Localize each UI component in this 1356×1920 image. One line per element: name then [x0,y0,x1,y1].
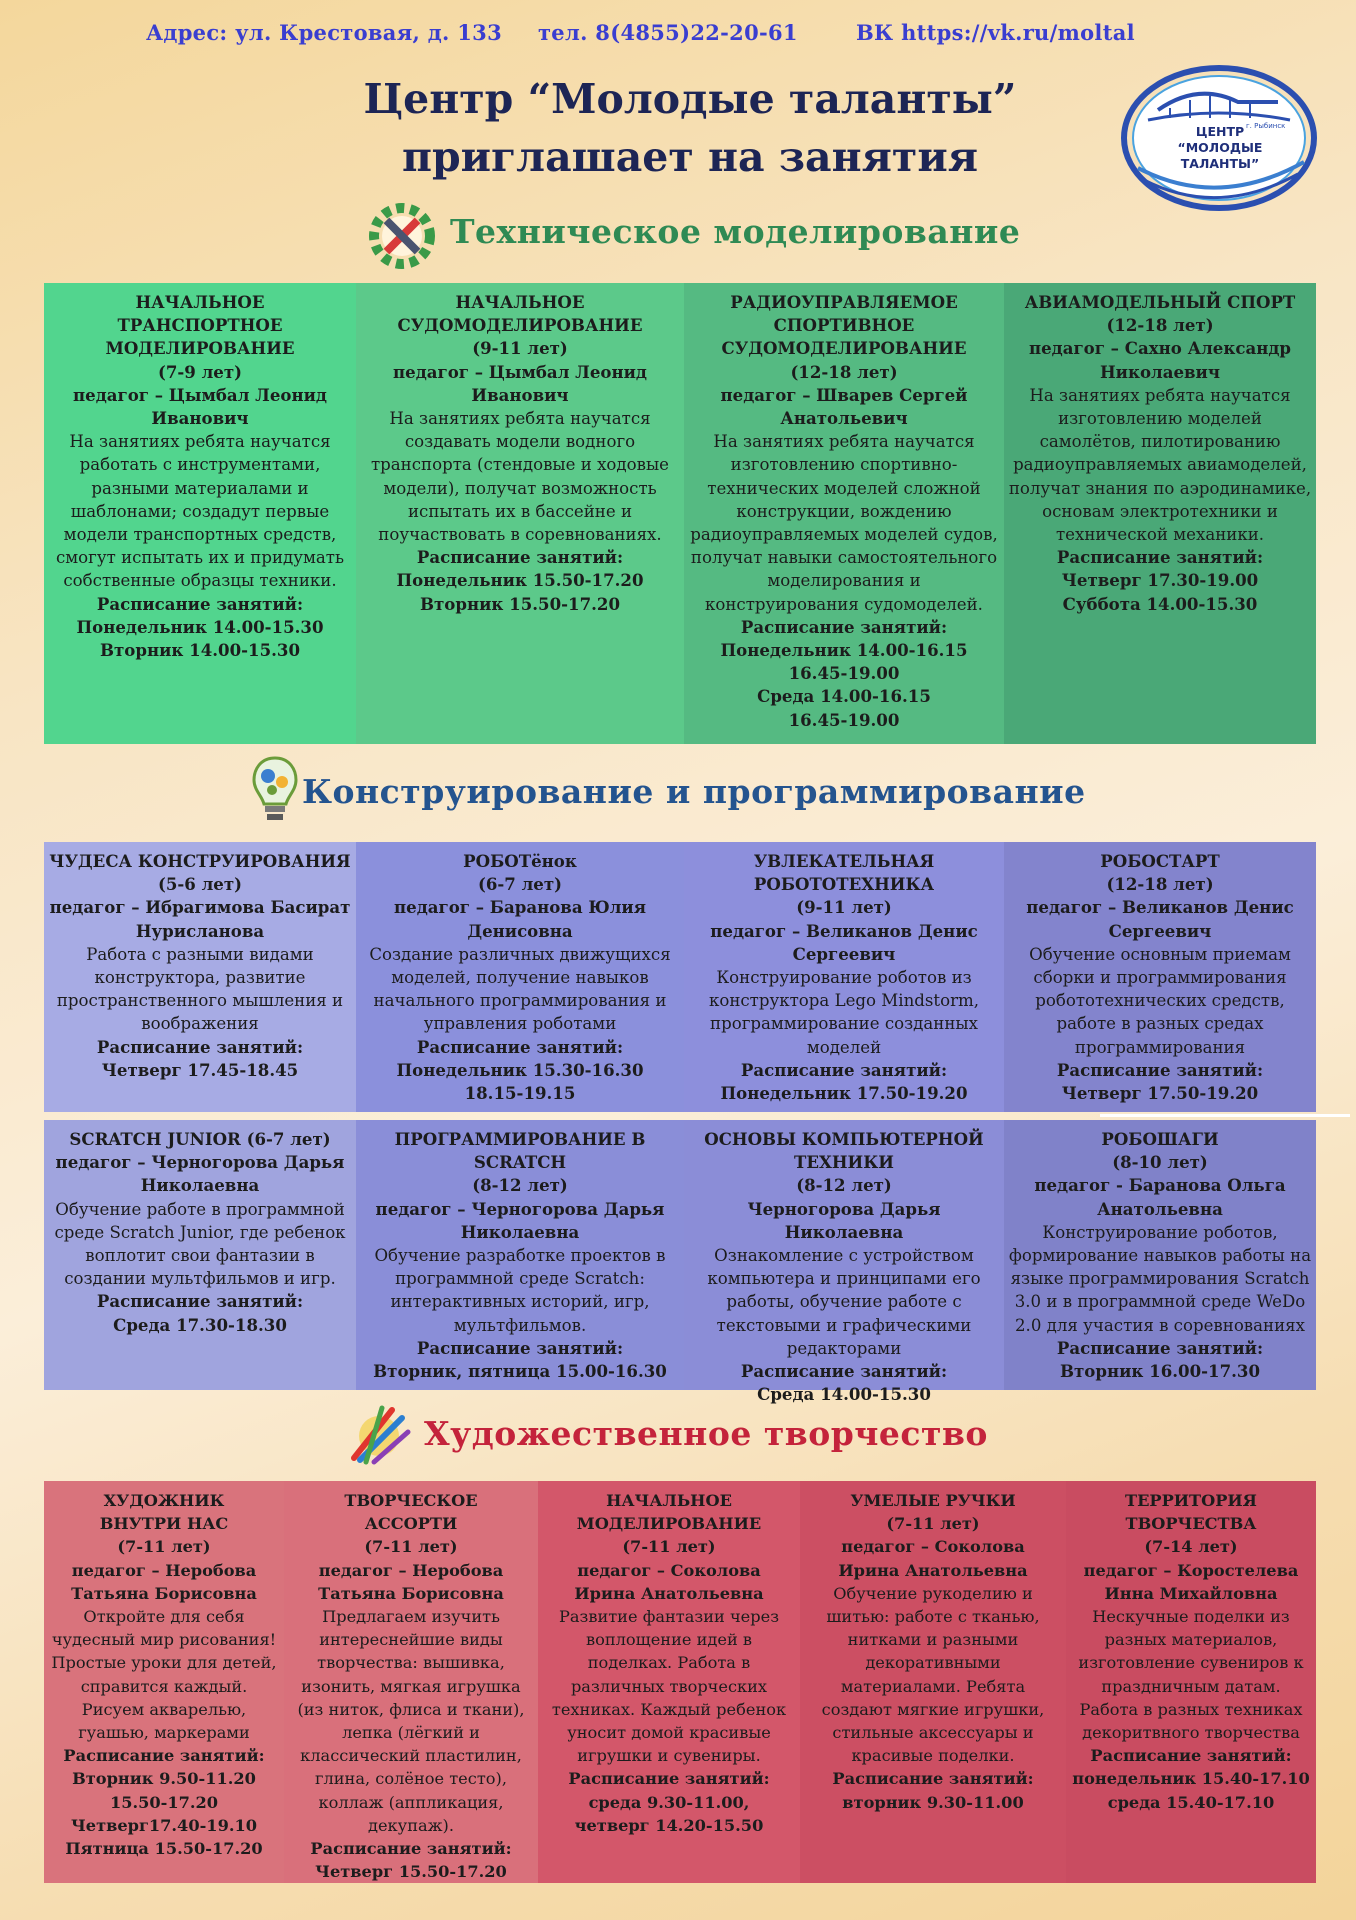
course-heading: РОБОСТАРТ (12-18 лет) педагог – Великанов Денис Сергеевич [1026,851,1294,941]
course-schedule: Расписание занятий: Понедельник 15.30-16.30 18.15-19.15 [396,1036,644,1104]
course-description: На занятиях ребята научатся изготовлению моделей самолётов, пилотированию радиоуправляемых авиамоделей, получат знания по аэродинамике, основам электротехники и технической механики. [1008,385,1312,545]
course-card-creativity-territory[interactable] [1066,1481,1316,1883]
course-heading: УМЕЛЫЕ РУЧКИ (7-11 лет) педагог – Соколова Ирина Анатольевна [838,1491,1028,1580]
course-schedule: Расписание занятий: Четверг 17.30-19.00 Суббота 14.00-15.30 [1056,547,1264,614]
course-schedule: Расписание занятий: Вторник 9.50-11.20 15.50-17.20 Четверг17.40-19.10 Пятница 15.50-17.20 [63,1746,265,1859]
row-divider [1100,1114,1350,1117]
course-schedule: Расписание занятий: Четверг 17.50-19.20 [1056,1059,1264,1104]
course-schedule: Расписание занятий: понедельник 15.40-17.10 среда 15.40-17.10 [1072,1746,1310,1812]
course-schedule: Расписание занятий: среда 9.30-11.00, четверг 14.20-15.50 [568,1769,770,1835]
course-schedule: Расписание занятий: Понедельник 14.00-16.15 16.45-19.00 Среда 14.00-16.15 16.45-19.00 [720,616,968,730]
course-card-creative-assorti[interactable] [284,1481,538,1883]
course-card-transport-modeling[interactable] [44,283,356,744]
course-heading: ПРОГРАММИРОВАНИЕ В SCRATCH (8-12 лет) педагог – Черногорова Дарья Николаевна [375,1129,665,1242]
course-schedule: Расписание занятий: Вторник 16.00-17.30 [1056,1337,1264,1382]
course-card-computer-basics[interactable] [684,1120,1004,1405]
course-description: Обучение работе в программной среде Scratch Junior, где ребенок воплотит свои фантазии в создании мультфильмов и игр. [54,1199,346,1289]
course-card-artist-within[interactable] [44,1481,284,1883]
course-description: На занятиях ребята научатся изготовлению спортивно-технических моделей сложной конструкции, вождению радиоуправляемых моделей судов, получат навыки самостоятельного моделирования и конструирования судомоделей. [690,432,998,614]
course-description: На занятиях ребята научатся создавать модели водного транспорта (стендовые и ходовые модели), получат возможность испытать их в бассейне и поучаствовать в соревнованиях. [370,409,669,545]
course-description: Откройте для себя чудесный мир рисования! Простые уроки для детей, справится каждый. Рисуем акварелью, гуашью, маркерами [51,1607,277,1743]
course-description: Ознакомление с устройством компьютера и принципами его работы, обучение работе с текстовыми и графическими редакторами [707,1246,981,1358]
course-description: Нескучные поделки из разных материалов, изготовление сувениров к праздничным датам. Работа в разных техниках декоритвного творчества [1078,1607,1304,1743]
course-card-construction-wonders[interactable] [44,842,356,1112]
section-title-construct: Конструирование и программирование [302,772,1086,811]
course-heading: SCRATCH JUNIOR (6-7 лет) педагог – Черногорова Дарья Николаевна [55,1129,345,1196]
course-schedule: Расписание занятий: Четверг 15.50-17.20 [310,1839,512,1882]
course-schedule: Расписание занятий: Среда 14.00-15.30 [740,1361,948,1405]
course-card-robotenok[interactable] [356,842,684,1112]
course-card-scratch-programming[interactable] [356,1120,684,1390]
course-card-initial-modeling[interactable] [538,1481,800,1883]
technical-row [44,283,1316,744]
course-schedule: Расписание занятий: Среда 17.30-18.30 [96,1291,304,1335]
lightbulb-gears-icon [248,752,302,826]
course-card-ship-modeling[interactable] [356,283,684,744]
course-heading: ОСНОВЫ КОМПЬЮТЕРНОЙ ТЕХНИКИ (8-12 лет) Черногорова Дарья Николаевна [704,1129,984,1242]
logo-line-3: ТАЛАНТЫ” [1180,156,1260,171]
page-title [250,70,1130,186]
course-heading: НАЧАЛЬНОЕ ТРАНСПОРТНОЕ МОДЕЛИРОВАНИЕ (7-9 лет) педагог – Цымбал Леонид Иванович [73,292,327,429]
course-heading: ХУДОЖНИК ВНУТРИ НАС (7-11 лет) педагог – Неробова Татьяна Борисовна [71,1491,257,1603]
course-schedule: Расписание занятий: Понедельник 14.00-15.30 Вторник 14.00-15.30 [76,593,324,661]
course-card-aviamodel-sport[interactable] [1004,283,1316,744]
tools-gear-icon [364,200,440,272]
course-card-scratch-junior[interactable] [44,1120,356,1390]
course-description: Конструирование роботов, формирование навыков работы на языке программирования Scratch 3.0 и в программной среде WeDo 2.0 для участия в соревнованиях [1008,1222,1312,1335]
course-schedule: Расписание занятий: вторник 9.30-11.00 [832,1769,1034,1812]
course-description: Предлагаем изучить интереснейшие виды творчества: вышивка, изонить, мягкая игрушка (из ниток, флиса и ткани), лепка (лёгкий и классический пластилин, глина, солёное тесто), коллаж (аппликация, декупаж). [297,1607,525,1835]
course-heading: РАДИОУПРАВЛЯЕМОЕ СПОРТИВНОЕ СУДОМОДЕЛИРОВАНИЕ (12-18 лет) педагог – Шварев Сергей Анатольевич [720,292,968,429]
course-description: Работа с разными видами конструктора, развитие пространственного мышления и воображения [56,944,344,1034]
course-heading: ТВОРЧЕСКОЕ АССОРТИ (7-11 лет) педагог – Неробова Татьяна Борисовна [318,1491,504,1603]
logo-city: г. Рыбинск [1246,122,1286,130]
title-line-2: приглашает на занятия [401,133,979,181]
course-schedule: Расписание занятий: Понедельник 17.50-19.20 [720,1059,968,1104]
construct-icon [248,752,302,830]
course-description: Создание различных движущихся моделей, получение навыков начального программирования и управления роботами [369,944,671,1034]
art-icon [344,1402,414,1470]
section-title-art: Художественное творчество [424,1414,988,1453]
course-heading: ТЕРРИТОРИЯ ТВОРЧЕСТВА (7-14 лет) педагог – Коростелева Инна Михайловна [1083,1491,1299,1603]
course-card-radio-ship-modeling[interactable] [684,283,1004,744]
course-heading: АВИАМОДЕЛЬНЫЙ СПОРТ (12-18 лет) педагог – Сахно Александр Николаевич [1024,292,1296,382]
course-description: Обучение рукоделию и шитью: работе с тканью, нитками и разными декоративными материалами. Ребята создают мягкие игрушки, стильные аксессуары и красивые поделки. [821,1583,1045,1766]
art-row [44,1481,1316,1883]
course-schedule: Расписание занятий: Понедельник 15.50-17.20 Вторник 15.50-17.20 [396,547,644,614]
course-description: Развитие фантазии через воплощение идей в поделках. Работа в различных творческих техниках. Каждый ребенок уносит домой красивые игрушки и сувениры. [551,1607,787,1766]
course-heading: РОБОТёнок (6-7 лет) педагог – Баранова Юлия Денисовна [394,851,646,941]
construct-row-1 [44,842,1316,1112]
logo-line-1: ЦЕНТР [1195,124,1245,139]
course-heading: НАЧАЛЬНОЕ МОДЕЛИРОВАНИЕ (7-11 лет) педагог – Соколова Ирина Анатольевна [574,1491,764,1603]
course-heading: ЧУДЕСА КОНСТРУИРОВАНИЯ (5-6 лет) педагог – Ибрагимова Басират Нурисланова [49,851,351,941]
course-description: Конструирование роботов из конструктора Lego Mindstorm, программирование созданных моделей [708,968,980,1057]
course-card-robostart[interactable] [1004,842,1316,1112]
course-schedule: Расписание занятий: Вторник, пятница 15.00-16.30 [373,1337,667,1382]
address-text: Адрес: ул. Крестовая, д. 133 [146,20,503,45]
course-card-robotics[interactable] [684,842,1004,1112]
course-heading: РОБОШАГИ (8-10 лет) педагог - Баранова Ольга Анатольевна [1034,1129,1286,1219]
logo-line-2: “МОЛОДЫЕ [1177,140,1263,155]
course-description: Обучение разработке проектов в программной среде Scratch: интерактивных историй, игр, мультфильмов. [374,1246,666,1335]
course-card-skillful-hands[interactable] [800,1481,1066,1883]
section-title-technical: Техническое моделирование [450,212,1021,251]
paint-brushes-icon [344,1402,414,1466]
course-schedule: Расписание занятий: Четверг 17.45-18.45 [96,1036,304,1080]
title-line-1: Центр “Молодые таланты” [363,75,1017,123]
construct-row-2 [44,1120,1316,1405]
course-heading: УВЛЕКАТЕЛЬНАЯ РОБОТОТЕХНИКА (9-11 лет) педагог – Великанов Денис Сергеевич [710,851,978,964]
course-heading: НАЧАЛЬНОЕ СУДОМОДЕЛИРОВАНИЕ (9-11 лет) педагог – Цымбал Леонид Иванович [393,292,647,405]
vk-link[interactable]: ВК https://vk.ru/moltal [856,20,1135,45]
course-description: На занятиях ребята научатся работать с инструментами, разными материалами и шаблонами; создадут первые модели транспортных средств, смогут испытать их и придумать собственные образцы техники. [55,432,345,591]
phone-text: тел. 8(4855)22-20-61 [538,20,798,45]
course-description: Обучение основным приемам сборки и программирования робототехнических средств, работе в разных средах программирования [1029,944,1291,1057]
technical-icon [364,200,440,276]
center-logo [1118,62,1320,214]
course-card-roboshagi[interactable] [1004,1120,1316,1390]
